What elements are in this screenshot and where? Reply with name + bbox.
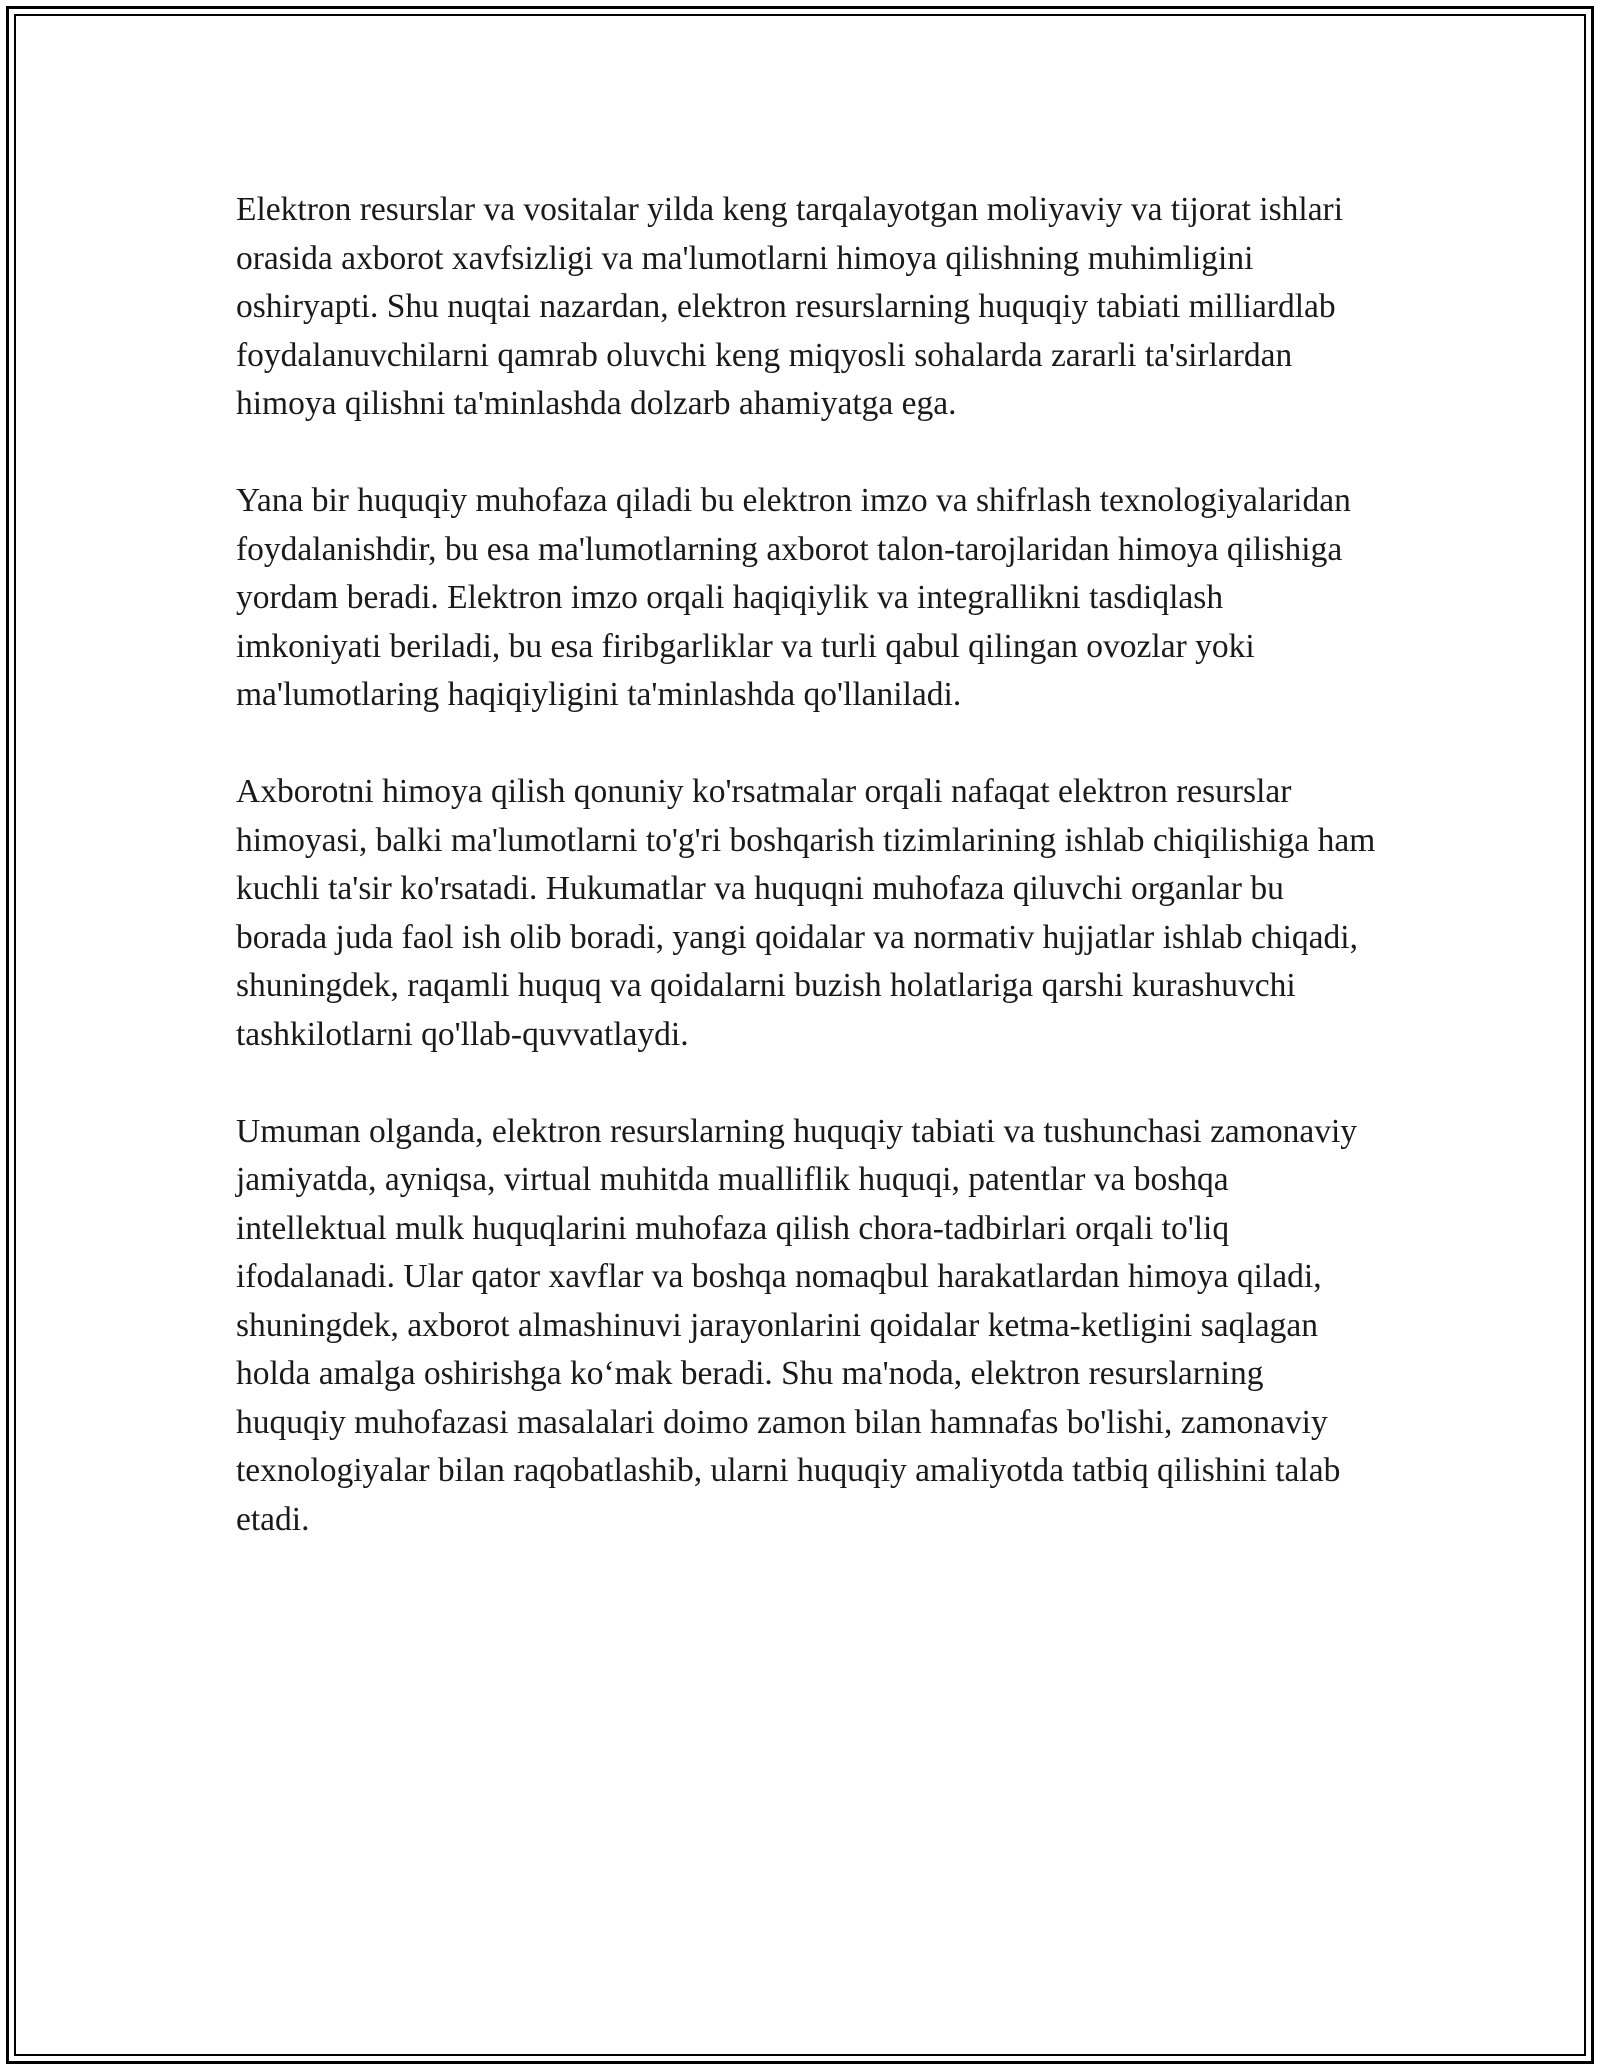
paragraph-2: Yana bir huquqiy muhofaza qiladi bu elektron imzo va shifrlash texnologiyalaridan foydalanishdir, bu esa ma'lumotlarning axborot talon-tarojlaridan himoya qilishiga yordam beradi. Elektron imzo orqali haqiqiylik va integrallikni tasdiqlash imkoniyati beriladi, bu esa firibgarliklar va turli qabul qilingan ovozlar yoki ma'lumotlaring haqiqiyligini ta'minlashda qo'llaniladi. [236,482,1351,713]
paragraph-3: Axborotni himoya qilish qonuniy ko'rsatmalar orqali nafaqat elektron resurslar himoyasi, balki ma'lumotlarni to'g'ri boshqarish tizimlarining ishlab chiqilishiga ham kuchli ta'sir ko'rsatadi. Hukumatlar va huquqni muhofaza qiluvchi organlar bu borada juda faol ish olib boradi, yangi qoidalar va normativ hujjatlar ishlab chiqadi, shuningdek, raqamli huquq va qoidalarni buzish holatlariga qarshi kurashuvchi tashkilotlarni qo'llab-quvvatlaydi. [236,773,1376,1053]
paragraph-4: Umuman olganda, elektron resurslarning huquqiy tabiati va tushunchasi zamonaviy jamiyatda, ayniqsa, virtual muhitda mualliflik huquqi, patentlar va boshqa intellektual mulk huquqlarini muhofaza qilish chora-tadbirlari orqali to'liq ifodalanadi. Ular qator xavflar va boshqa nomaqbul harakatlardan himoya qiladi, shuningdek, axborot almashinuvi jarayonlarini qoidalar ketma-ketligini saqlagan holda amalga oshirishga ko‘mak beradi. Shu ma'noda, elektron resurslarning huquqiy muhofazasi masalalari doimo zamon bilan hamnafas bo'lishi, zamonaviy texnologiyalar bilan raqobatlashib, ularni huquqiy amaliyotda tatbiq qilishini talab etadi. [236,1112,1358,1538]
document-body [236,186,1376,1544]
paragraph-1: Elektron resurslar va vositalar yilda keng tarqalayotgan moliyaviy va tijorat ishlari orasida axborot xavfsizligi va ma'lumotlarni himoya qilishning muhimligini oshiryapti. Shu nuqtai nazardan, elektron resurslarning huquqiy tabiati milliardlab foydalanuvchilarni qamrab oluvchi keng miqyosli sohalarda zararli ta'sirlardan himoya qilishni ta'minlashda dolzarb ahamiyatga ega. [236,191,1344,422]
